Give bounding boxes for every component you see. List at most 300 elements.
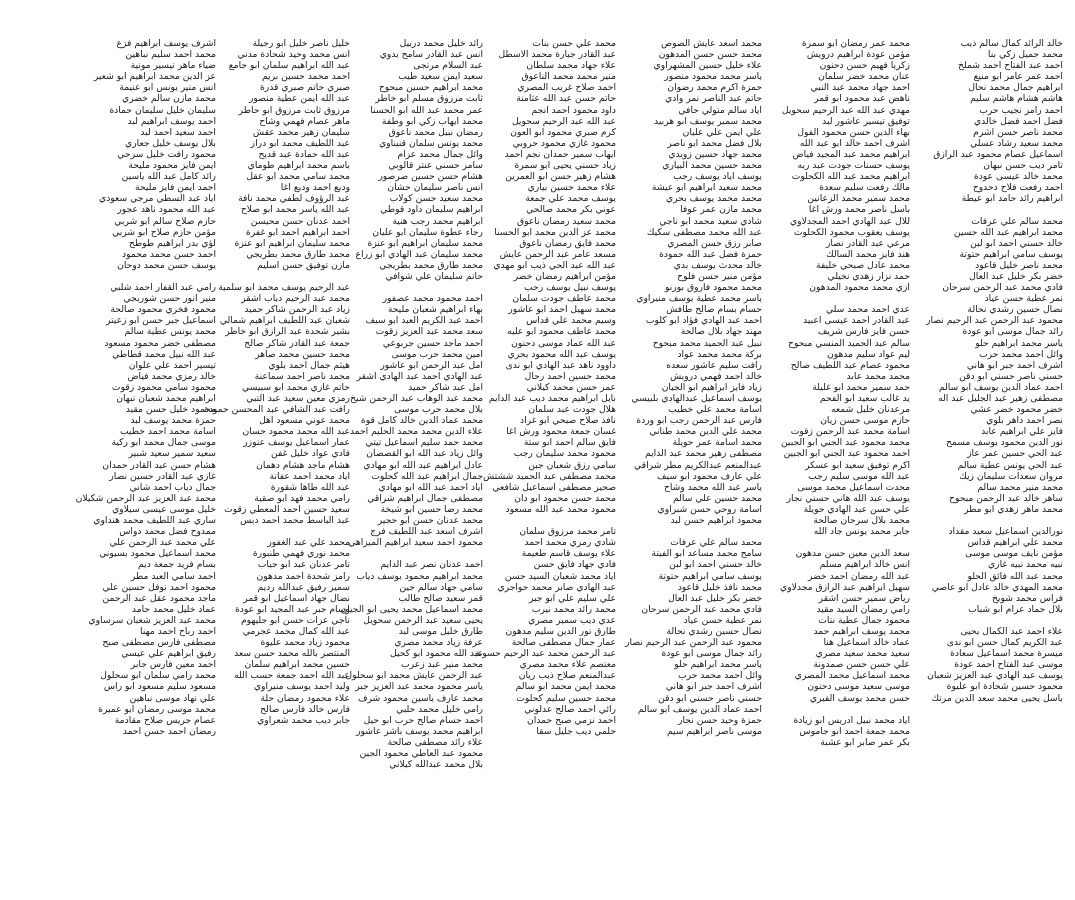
name-entry: محمد سمير يوسف ابو هربيد [654, 115, 762, 127]
name-entry: محمد سليمان عبد الهادي ابو زراع [355, 248, 483, 260]
name-entry: نمر عطية حسن عياد [683, 614, 762, 626]
name-entry: اياد احمد عبد الله ابو مهادي [378, 481, 483, 493]
name-column-6 [200, 38, 350, 726]
name-entry [760, 704, 910, 715]
name-entry [466, 515, 616, 526]
name-entry: ابراهيم سليمان داود قوطي [380, 204, 483, 216]
name-entry: محمود ابراهيم حسن لبد [670, 515, 762, 527]
name-entry: مؤمن ابراهيم رمضان خضر [513, 270, 616, 282]
name-entry: احمد عبد الهادي فؤاد ابو كلوب [645, 315, 762, 327]
name-entry: محمد عارف ياسين محمود شرف [357, 692, 483, 704]
name-entry: هشام ماجد هشام دهمان [256, 459, 350, 471]
name-entry: امل عبد شاكر حميد [408, 381, 483, 393]
name-entry: تامر محمد مرزوق سلمان [519, 526, 616, 538]
name-entry: عبد الله عبد الحي ذيب ابو مهدي [493, 259, 616, 271]
name-entry: منير انور حسن شوربجي [123, 293, 216, 305]
name-entry: محمد سعيد حسن كولاب [389, 193, 483, 205]
name-entry: رامي محمد فهد ابو صقية [254, 492, 350, 504]
name-entry: عبد الرؤوف لطفي محمد نافة [238, 193, 350, 205]
name-entry: محمد سهيل احمد ابو عاشور [508, 304, 616, 316]
name-entry: محمد رائد محمد نيرب [531, 603, 616, 615]
name-entry: صحير مصطفى اسماعيل شافعي [492, 481, 616, 493]
name-entry: محمد عبد الوهاب عبد الرحمن شيخ [350, 393, 483, 404]
name-entry: اسامة محمد عبد الرحمن زقوت [790, 426, 910, 438]
name-entry: رافت عبد الشافي عبد المحسن حمودة [204, 404, 350, 416]
name-entry: قمر سعيد صالح طالب [398, 592, 483, 604]
name-entry: حاتم غازي محمد ابو سبيسي [241, 381, 350, 393]
name-entry: سامح محمد مساعد ابو الفيتة [651, 548, 762, 560]
name-entry: محمد يونس عطية سالم [124, 326, 216, 338]
name-entry: علاء خليل حسين المشهراوي [653, 60, 762, 72]
name-entry: علاء احمد عبد الكمال يحيى [960, 625, 1063, 637]
name-entry: عز الدين محمد ابراهيم ابو شعير [93, 71, 216, 83]
name-entry: نضال حسين رشدي نحالة [666, 625, 762, 637]
name-entry: محمد حسين علي سالم [673, 492, 762, 504]
name-entry: زياد حسني يحيى ابو سمرة [514, 160, 616, 172]
name-entry: عدي احمد محمد سلي [825, 304, 910, 316]
name-entry: علاء محمد حسين بياري [527, 182, 616, 194]
name-entry: اشرف احمد جبر ابو هاني [966, 359, 1063, 371]
name-entry: حسن فايز فارس شريف [817, 326, 910, 338]
name-entry: حسني ناصر حسني ابو دقن [658, 692, 762, 704]
name-entry: انس منير يونس ابو عنيمة [119, 82, 216, 94]
name-entry: باسل يحيى محمد سعد الدين مرتك [931, 692, 1063, 704]
name-entry: نبيه محمد نبيه غازي [987, 559, 1063, 571]
name-entry: محمد جميل زكي بنا [987, 49, 1063, 61]
name-entry: محمد ناصر حسن اشرم [973, 126, 1063, 138]
name-entry: خالد حسني احمد ابو لبن [669, 559, 762, 571]
name-entry: احمد عبد الفتاح احمد شملخ [958, 60, 1063, 72]
name-entry: محمد رامي سلمان ابو سحلول [100, 670, 216, 682]
name-entry: غسان جمعة محمود ورش اغا [506, 426, 616, 438]
name-entry: عبد الهادي احمد عبد الهادي اشقر [356, 370, 483, 382]
name-entry: محمد عبد الله فائق الحلو [967, 570, 1063, 582]
name-entry: سامر حسني عنتر قالوبي [388, 160, 483, 172]
name-entry: محمود سامي محمود زقوت [111, 381, 216, 393]
name-entry: اياد عبد السطي مرجي سعودي [99, 193, 216, 205]
name-entry: عبد الرحمن محمد عبد الرحيم حسونة [474, 648, 616, 660]
name-entry: احمد رباح احمد مهنا [140, 625, 216, 637]
name-entry: احمد سعيد احمد لبد [140, 126, 216, 138]
name-entry: مؤمن منير حسن فلوح [677, 270, 762, 282]
name-entry: ابراهيم محمد رجب هنية [392, 215, 483, 227]
name-entry: سعد الدين معين حسن مدهون [795, 548, 910, 560]
name-entry: ياسر محمد ابراهيم حلو [674, 659, 762, 671]
name-entry: محمد اسامة عمر حويلة [672, 437, 762, 449]
name-entry: طارق خليل موسى لبد [398, 625, 483, 637]
name-entry: فضل احمد فضل خالدي [973, 115, 1063, 127]
name-entry: محمد حسين احمد رحال [524, 370, 616, 382]
name-entry: يوسف حسنات جودت عبد ربه [797, 160, 910, 172]
name-entry [760, 537, 910, 548]
name-entry: عادل ابراهيم عبد الله ابو مهادي [363, 459, 483, 471]
name-entry: يد غالب سعيد ابو الفحم [819, 393, 910, 404]
name-entry: جابر محمد يونس جاد الله [813, 526, 910, 538]
name-entry: محمد جمعة احمد ابو جاموس [799, 725, 910, 737]
name-entry: اسماعيل عصام محمود عبد الرازق [933, 148, 1063, 160]
name-entry: محمد سالم علي عرفات [971, 215, 1063, 227]
name-entry: باسل ناصر محمد ورش اغا [808, 204, 910, 216]
name-entry: نضال جهاد اسماعيل ابو قمر [243, 592, 350, 604]
name-entry: محمد يونس سلمان قنيناوي [378, 137, 483, 149]
name-entry: محمد سليمان ابراهيم ابو عنزة [234, 237, 350, 249]
name-entry: وائل احمد محمد حرب [978, 348, 1063, 360]
name-entry: احمد يوسف ابراهيم لبد [127, 115, 216, 127]
name-entry: محمد حسن محمود ابو دان [514, 492, 616, 504]
name-entry: اسامة روحي حسن شبراوي [657, 503, 762, 515]
name-entry: خليل موسى عيسى سيلاوي [112, 503, 216, 515]
name-entry: محمد سامي محمد ابو عقل [246, 171, 350, 183]
name-entry: حسين محمد ابراهيم سلمان [244, 659, 350, 671]
name-entry: مرزوق ثابت مرزوق ابو حاطر [238, 104, 350, 116]
name-entry: بسام فريد جمعة ديم [138, 559, 216, 571]
name-entry: محمد سمير محمد الزعانين [807, 193, 910, 205]
name-entry: محمد طارق محمد بطريجي [379, 259, 483, 271]
name-entry: حمد سمير محمد ابو غليلة [812, 381, 910, 393]
name-entry: موسى جمال محمد ابو ركبة [111, 437, 216, 449]
name-entry: بهاء الدين حسن محمود الفول [797, 126, 910, 138]
name-entry: داود محمود احمد انجم [531, 104, 616, 116]
name-entry: اشرف اسعد عبد اللطيف فرج [370, 526, 483, 538]
name-entry: وليد احمد يوسف منيراوي [253, 681, 350, 693]
name-entry: حمزة فضل عبد الله حمودة [659, 248, 762, 260]
name-entry: احمد عدنان نصر عبد الدايم [380, 559, 483, 571]
name-entry: حاتم حسن عبد الله عثامنة [516, 93, 616, 105]
name-entry: عبد الرحيم يوسف محمد ابو سلمية [218, 282, 350, 294]
name-entry: علي سليم علي ابو جبر [528, 592, 616, 604]
name-entry: تامر عدنان عبد ابو جياب [257, 559, 350, 571]
name-entry: مصطفى جمال ابراهيم شراقي [367, 492, 483, 504]
name-entry: عبد الله محمود ناهد عجور [117, 204, 216, 216]
name-entry: هشام حسن حسين صرصور [378, 171, 483, 183]
name-entry: محمد موسى رمضان ابو عميرة [98, 703, 216, 715]
name-entry: محمد عادل صبحي خليفة [815, 259, 910, 271]
name-entry: يوسف سامي ابراهيم حتوتة [658, 570, 762, 582]
name-column-1 [913, 38, 1063, 704]
name-entry: احمد محمد حسين بريم [261, 71, 350, 83]
name-entry: عبد اللطيف محمد ابو دراز [250, 137, 350, 149]
name-entry: داوود ناهد عبد الهادي ابو ندى [505, 359, 616, 371]
name-entry: رائد كامل عبد الله ياسين [121, 171, 216, 183]
name-entry: حسن محمد يوسف الفيري [809, 692, 910, 704]
name-entry: حمد نزار زهدي نخيلي [827, 270, 910, 282]
name-entry: فارس عبد الرحمن رجب ابو وردة [636, 415, 762, 427]
name-entry: رائد جمال موسى ابو عودة [661, 648, 762, 660]
name-entry: عبد الله محمد محمود حسان [242, 426, 350, 438]
name-entry: محمود غازي محمود حروبي [512, 137, 616, 149]
name-entry: محمد خالد عيسى عودة [973, 171, 1063, 183]
name-entry: ساهر خالد عبد الرحمن مبحوح [949, 492, 1063, 504]
name-entry: علاء يوسف قاسم طعيمة [521, 548, 616, 560]
name-entry: اسماعيل جبر حسن ابو زعيتر [105, 315, 216, 327]
name-entry: احمد محمود محمد عصفور [382, 293, 483, 305]
name-entry: محمد ابراهيم عبد الله حسين [953, 226, 1063, 238]
name-entry: محمد ابراهيم حسين مبحوح [378, 82, 483, 94]
name-entry: خالد احمد فهمي درويش [669, 370, 762, 382]
name-entry: عبد الله حمادة عبد قديح [258, 148, 350, 160]
name-entry: عبد الرحمن عايش محمد ابو سحلول [345, 670, 483, 682]
name-entry: محمد اسماعيل محمود بسيوني [99, 548, 216, 560]
name-entry: طارق نور الدين سليم مدهون [505, 625, 616, 637]
name-entry: معتصم علاء محمد مصري [519, 659, 616, 671]
name-entry: محمد جهاد حسين زويدي [668, 148, 762, 160]
name-entry: عبد الله طاها شقورة [270, 481, 350, 493]
name-entry: محمد عماد الدين خالد كامل قوة [360, 415, 483, 427]
name-entry: هشام زهير حسن ابو العمرين [505, 171, 616, 183]
name-entry: مهند جهاد بلال صالحة [680, 326, 762, 338]
name-entry: بلال فضل محمد ابو ناصر [667, 137, 762, 149]
name-entry: ميسرة محمد اسماعيل سعادة [950, 648, 1063, 660]
name-entry: سليمان خليل سليمان حمادة [109, 104, 216, 116]
name-entry: المنتصر بالله محمد حسن سعد [234, 648, 350, 660]
name-entry: محمد ناصر احمد سماعنة [254, 370, 350, 382]
name-entry: لؤي بدر ابراهيم طوطح [128, 237, 216, 249]
name-entry: محمود عبد الرحمن عبد الرحيم نصار [625, 637, 762, 649]
name-entry: عمر حسن محمد كيلاني [526, 381, 616, 393]
name-entry: وائل احمد محمد حرب [677, 670, 762, 682]
name-entry: خالد محدث يوسف بدي [673, 259, 762, 271]
name-entry [913, 204, 1063, 215]
name-entry: اشرف يوسف ابراهيم فزع [116, 38, 216, 49]
name-entry: محمد مصطفى عبد الحميد ششتش [482, 470, 616, 482]
name-entry: حلمي ديب جليل سقا [536, 725, 616, 737]
name-entry: مصطفى خضر محمود مسعود [104, 337, 216, 349]
name-entry: محمد احمد سليم نباهين [125, 49, 216, 61]
name-entry: محمود محمد سليمان رجب [513, 448, 616, 460]
name-entry: محمد مازن سالم خضري [122, 93, 216, 105]
name-entry: سامي رزق شعبان جبن [528, 459, 616, 471]
name-entry: شعبان عبد اللطيف ابراهيم شمالي [219, 315, 350, 327]
name-entry: علاء الدين محمد محمد الحليم احمد [349, 426, 483, 438]
name-entry: عوني بكر محمد صالحي [526, 204, 616, 216]
name-entry: محمد اسماعيل محمد يحيى ابو الجيان [340, 603, 483, 615]
name-entry: محمد علي الدين محمد طناني [649, 426, 762, 438]
name-entry: للال عبد الهادي احمد المجدلاوي [789, 215, 910, 227]
name-entry: محمود حسين شحادة ابو عليوة [946, 681, 1063, 693]
name-entry: احمد حسن محمد محمود [122, 248, 216, 260]
name-entry: انس خالد ابراهيم مسلم [819, 559, 910, 571]
name-entry: جابر ديب محمد شعراوي [257, 714, 350, 726]
name-entry: حمزة اكرم محمد رضوان [667, 82, 762, 94]
name-entry: نافذ صلاح صبحي ابو غراد [519, 415, 616, 427]
name-entry [333, 282, 483, 293]
name-entry: ابراهيم محمد يوسف باشر عاشور [356, 725, 483, 737]
name-entry: فادي محمد عبد الرحمن سرحان [942, 282, 1063, 294]
name-entry: محمد سليمان ابراهيم ابو عنزة [367, 237, 483, 249]
name-entry: محدت اسماعيل محمد موسى [797, 481, 910, 493]
name-entry: ماجد محمود عقل عبد الرحمن [102, 592, 216, 604]
name-entry: رائد جمال موسى ابو عودة [962, 326, 1063, 338]
name-entry: فادي محمد عبد الرحمن سرحان [641, 603, 762, 615]
name-entry: بشير شحدة عبد الرازق ابو خاطر [225, 326, 350, 338]
name-entry: محمد حسين سليم كحلوت [516, 692, 616, 704]
name-entry: محمود عبد العاطي محمود الجين [359, 748, 483, 759]
name-entry: سامي جهاد سالم جين [399, 581, 483, 593]
name-entry: عبد القادر جبارة محمد الاسطل [498, 49, 616, 61]
name-entry: رفيق ابراهيم علي عيسي [121, 648, 216, 660]
name-entry: فارس خالد فارس صالح [260, 703, 350, 715]
name-entry: يوسف عبد الله محمود بحري [507, 348, 616, 360]
name-entry: ياسر محمد عطية يوسف منيراوي [636, 293, 762, 305]
name-entry: جمال دياب احمد شاني [129, 481, 216, 493]
name-entry: خليل ناصر خليل ابو رجيلة [252, 38, 350, 49]
name-entry: يوسف نبيل يوسف رحب [524, 282, 616, 294]
name-entry: محمد سعيد ابراهيم ابو عيشة [651, 182, 762, 194]
name-entry: اسامة محمد احمد خطيب [119, 426, 216, 438]
name-entry: ضياء ماهر تيسير مونية [130, 60, 216, 72]
name-entry: يوسف سامي ابراهيم حتوتة [959, 248, 1063, 260]
name-entry: محمد نافذ خليل قاعود [677, 581, 762, 593]
name-entry: رائي احمد صالح عدلوني [524, 703, 616, 715]
name-entry: سليمان زهير محمد عقش [252, 126, 350, 138]
name-column-7 [66, 38, 216, 737]
name-entry: عدي ديب سمير مصري [528, 614, 616, 626]
name-entry: محمود عصام عبد اللطيف صالح [790, 359, 910, 371]
name-entry: سعيد سمير سعيد شبير [128, 448, 216, 460]
name-entry: محمد عبد الرحيم دياب اشقر [241, 293, 350, 305]
name-entry: عبد القادر احمد عيسى اعبيد [803, 315, 910, 327]
name-entry: فراس محمد شويخ [992, 592, 1063, 604]
name-entry: يوسف اسماعيل عبدالهادي بلبيسي [631, 393, 762, 404]
name-entry: اسامة محمد علي خطيب [668, 404, 762, 416]
name-entry: مروان سعدات سليمان زيك [959, 470, 1063, 482]
name-entry: يوسف يعقوب محمود الكحلوت [793, 226, 910, 238]
name-entry: عرفة زياد محمد مصري [394, 637, 483, 649]
name-entry [760, 293, 910, 304]
name-entry [66, 271, 216, 282]
name-entry: احمد عبد الكريم العبد ابو سيف [365, 315, 483, 327]
name-entry: رامز شحدة احمد مدهون [256, 570, 350, 582]
name-entry: محمود زياد محمد عليوة [260, 637, 350, 649]
name-entry: محمود احمد نوفل حسين علي [102, 581, 216, 593]
name-entry: عبد الله موسى سليم رجب [808, 470, 910, 482]
name-entry: ممدوح فضل محمد دواس [119, 526, 216, 538]
name-entry: محمد محمود فاروق بورنو [665, 282, 762, 294]
name-entry: محمد ايهاب زكي ابو وطفة [381, 115, 483, 127]
name-entry: محمد طارق محمد بطريجي [246, 248, 350, 260]
name-entry: احمد ماجد حسين جربوعي [382, 337, 483, 349]
name-entry: امين محمد حرب موسى [391, 348, 483, 360]
name-entry: علاء محمود رمضان حلة [260, 692, 350, 704]
name-entry: انس عبد القادر سامح بدوي [379, 49, 483, 61]
name-entry: عصام جريس صلاح مقادمة [114, 714, 216, 726]
name-entry: محمد حسين محمد البياري [662, 160, 762, 172]
name-entry: مصطفى فارس مصطفى صبح [102, 637, 216, 649]
name-entry: وديع احمد وديع اغا [280, 182, 350, 194]
name-entry: احمد عماد الدين يوسف ابو سالم [938, 381, 1063, 393]
name-entry: علي محمد عبد الرحمن علي [109, 537, 216, 549]
name-entry: حازم صلاح سالم ابو شربي [114, 215, 216, 227]
name-entry: خضر بكر خليل عبد العال [668, 592, 762, 604]
name-entry: علاء جهاد محمد سلطان [526, 60, 616, 72]
name-entry: عبد الله عماد موسى دحنون [511, 337, 616, 349]
name-entry: ابراهيم رائد حامد ابو عيطة [961, 193, 1063, 205]
name-entry: احمد عدنان حسن محيسن [250, 215, 350, 227]
name-entry: نمر عطية حسن عياد [984, 293, 1063, 305]
name-entry: نضال حسين رشدي نحالة [967, 304, 1063, 316]
name-entry: زياد فايز ابراهيم ابو الجيان [661, 381, 762, 393]
name-entry: نايل ابراهيم محمد ديب عبد الدايم [488, 393, 616, 404]
name-entry: عبد الله ياسر محمد ابو صلاح [240, 204, 350, 216]
name-entry: غازي عبد القادر حسين نصار [109, 470, 216, 482]
name-entry: عبد الله محمد مصطفى سكيك [646, 226, 762, 238]
name-entry: نصر احمد داهر بلوي [986, 415, 1063, 427]
name-entry: سالم عبد الحميد المنسي مبحوح [788, 337, 910, 349]
name-entry: اياد محمد شعبان السيد حسن [504, 570, 616, 582]
name-entry: عبد الله احمد جمعة حسب الله [234, 670, 350, 682]
name-entry [612, 526, 762, 537]
name-entry: ازي محمد محمود المدهون [809, 282, 910, 294]
name-entry: مصطفى زهير محمد عبد الدايم [645, 448, 762, 460]
name-entry: محمد عاطف محمود ابو عليه [507, 326, 616, 338]
name-entry: محمود خليل حسن مقيد [125, 404, 216, 416]
name-entry: ابراهيم محمد شعبان نبهان [116, 393, 216, 404]
name-entry: عمار اسماعيل يوسف عنوزر [243, 437, 350, 449]
name-entry: محمد ناصر خليل قاعود [975, 259, 1063, 271]
name-entry: مرعي عبد القادر نصار [825, 237, 910, 249]
name-entry: سعيد ايمن سعيد طيب [398, 71, 483, 83]
name-entry: عبد الله محمود ابو كحيل [390, 648, 483, 660]
name-entry: سهيل ابراهيم عبد الرازق مجدلاوي [780, 581, 910, 593]
name-entry: احمد سامي العبد مطر [130, 570, 216, 582]
name-entry: بهاء ابراهيم شعبان مليحة [387, 304, 483, 316]
name-entry: وسام جبر عبد المجيد ابو عودة [234, 603, 350, 615]
name-entry: ياسر محمد محمود منصور [664, 71, 762, 83]
name-entry: خالد حسني احمد ابو لبن [970, 237, 1063, 249]
name-entry: بلال يوسف خليل جعاري [125, 137, 216, 149]
name-entry: وسيم محمد علي قداس [526, 315, 616, 327]
name-entry: محمد ماهر زهدي ابو مطر [964, 503, 1063, 515]
name-entry: موسى عبد الفتاح احمد عودة [954, 659, 1063, 671]
name-entry: نبيل عبد الحميد محمد مبحوح [652, 337, 762, 349]
name-entry: انس ناصر سليمان حشان [387, 182, 483, 194]
name-entry: تيسير احمد علي علوان [128, 359, 216, 371]
name-entry: محمد محمد عابد [846, 370, 910, 382]
name-entry: محمد يوسف ابراهيم حمد [813, 625, 910, 637]
name-entry: عبد الكريم كمال حسن ابو ندى [946, 637, 1063, 649]
name-entry: ناهض عبد محمود ابو قمر [814, 93, 910, 105]
name-entry: عبد الله عبد الرحيم سحويل [511, 115, 616, 127]
name-entry: مالك رفعت سليم سعدة [819, 182, 910, 194]
name-entry: رامي خليل محمد حلبي [396, 703, 483, 715]
name-entry: رياض سمير حسن اشقر [818, 592, 910, 604]
name-entry: رامي عبد القفار احمد شلبي [110, 282, 216, 294]
name-entry: مصطفى زهير عبد الجليل عبد اله [938, 393, 1063, 404]
name-entry: مؤمن حازم صلاح ابو شربي [112, 226, 216, 238]
name-entry: ايهاب سمير حمدان نجم احمد [504, 148, 616, 160]
name-entry: زياد عبد الرحمن شاكر حميد [244, 304, 350, 316]
name-entry: باسم محمد ابراهيم طوماي [247, 160, 350, 172]
name-entry: عمار جمال مصطفى صالحة [511, 637, 616, 649]
name-entry: احمد عماد الدين يوسف ابو سالم [637, 703, 762, 715]
name-entry: مهدي عبد الله عبد الرحيم سحويل [781, 104, 910, 116]
name-entry: بركة محمد محمد عواد [677, 348, 762, 360]
name-entry: احمد صلاح غريب المصري [517, 82, 616, 94]
name-column-4 [466, 38, 616, 737]
name-entry: اكرم توفيق سعيد ابو عسكر [805, 459, 910, 471]
name-entry: رامي رمضان السيد مقيد [816, 603, 910, 615]
name-entry: رافت سليم عاشور سعده [666, 359, 762, 371]
name-entry: اياد محمد نبيل ادريس ابو زيادة [793, 714, 910, 726]
name-entry: اياد سالم متولي حافي [678, 104, 762, 116]
name-entry: عبد الباسط محمد احمد دبس [240, 515, 350, 527]
name-column-3 [612, 38, 762, 737]
name-entry: رمضان نبيل محمد ناعوق [388, 126, 483, 138]
name-entry: عبد الله كمال محمد عجرمي [242, 625, 350, 637]
name-entry: وائل زياد عبد الله ابو القصصان [366, 448, 483, 460]
name-entry: كرم صبري محمود ابو العون [510, 126, 616, 138]
name-entry: علاء رائد مصطفى صالحة [387, 736, 483, 748]
